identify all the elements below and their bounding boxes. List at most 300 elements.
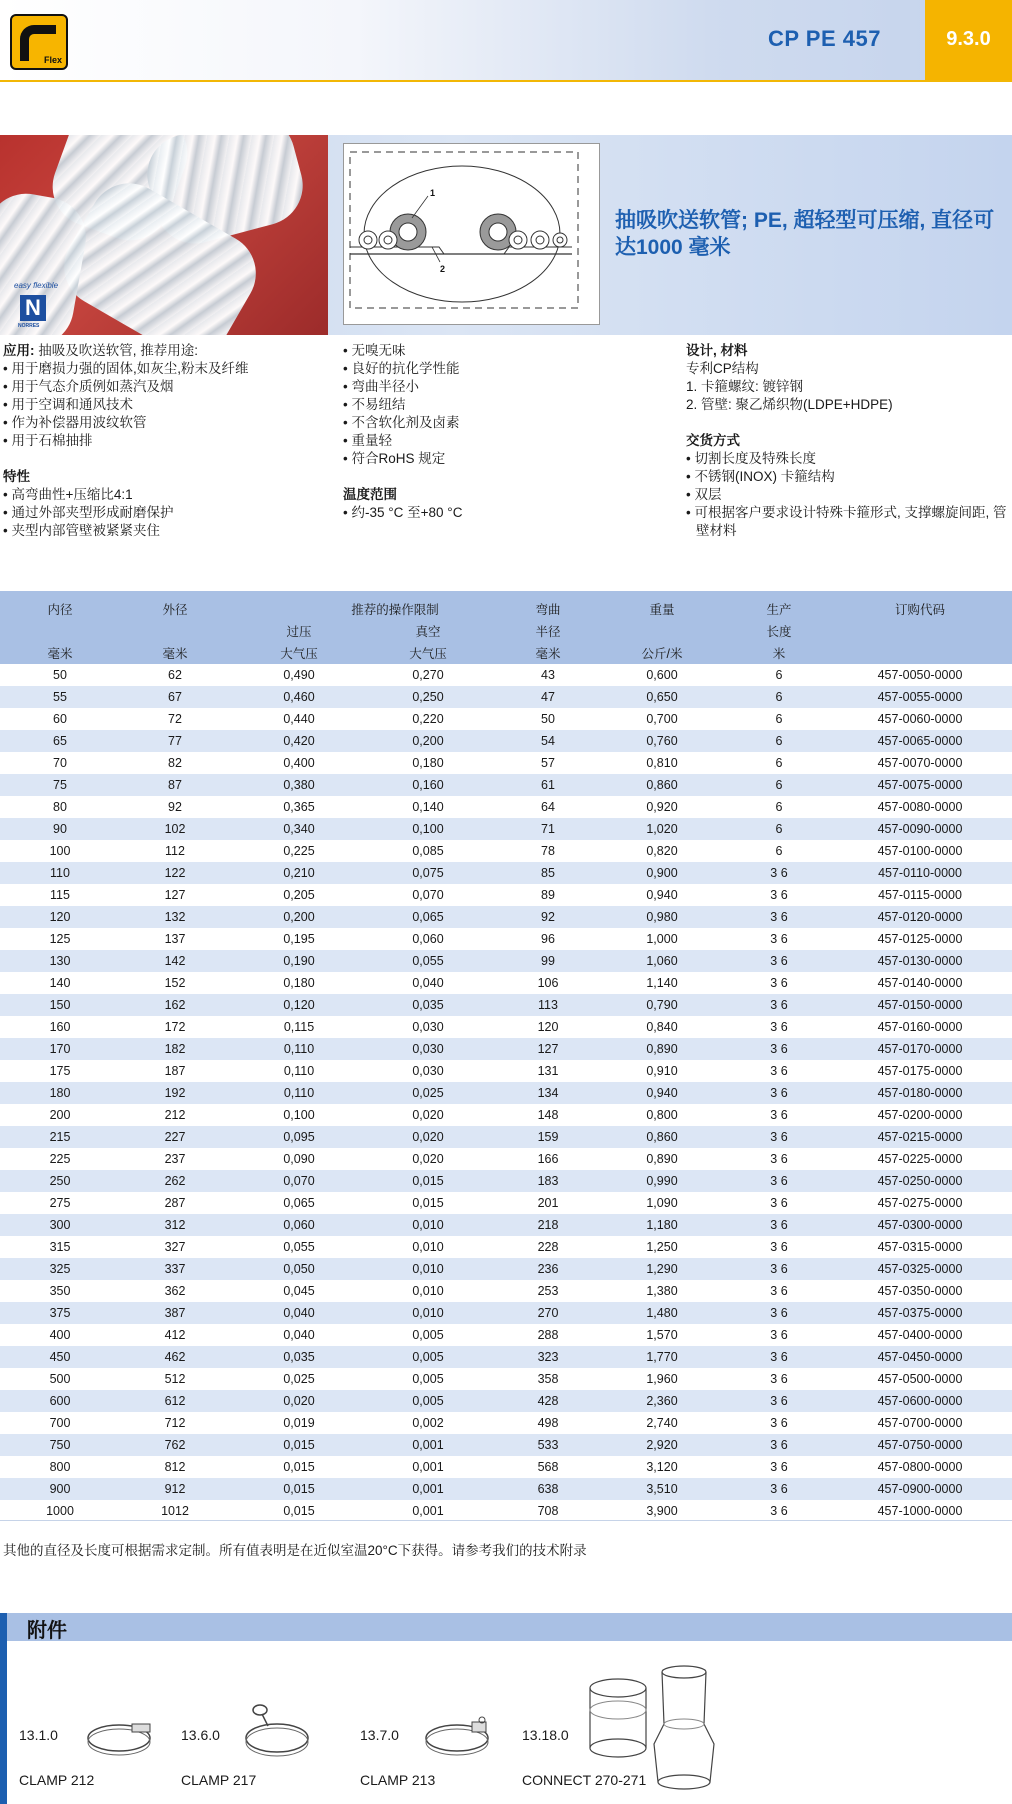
cell-outer-diameter: 62 (168, 668, 182, 682)
cell-inner-diameter: 300 (49, 1218, 71, 1232)
list-item: • 高弯曲性+压缩比4:1 (3, 486, 333, 504)
cell-bend-radius: 120 (537, 1020, 559, 1034)
cell-vacuum: 0,220 (412, 712, 444, 726)
cell-weight: 1,770 (646, 1350, 678, 1364)
cell-bend-radius: 64 (541, 800, 555, 814)
cell-bend-radius: 201 (537, 1196, 559, 1210)
cell-overpressure: 0,040 (283, 1328, 315, 1342)
accessory-code: 13.7.0 (360, 1727, 399, 1743)
accessory-name: CONNECT 270-271 (522, 1772, 647, 1788)
product-title: 抽吸吹送软管; PE, 超轻型可压缩, 直径可达1000 毫米 (615, 209, 995, 259)
features-heading: 特性 (3, 469, 30, 484)
cell-overpressure: 0,050 (283, 1262, 315, 1276)
cell-order-code: 457-0090-0000 (877, 822, 963, 836)
list-item: • 作为补偿器用波纹软管 (3, 414, 333, 432)
brand-tagline: easy flexible (14, 281, 59, 290)
cell-bend-radius: 358 (537, 1372, 559, 1386)
cell-weight: 0,650 (646, 690, 678, 704)
cell-outer-diameter: 262 (164, 1174, 186, 1188)
list-item: • 用于磨损力强的固体,如灰尘,粉末及纤维 (3, 360, 333, 378)
cell-inner-diameter: 315 (49, 1240, 71, 1254)
product-code: CP PE 457 (768, 26, 881, 51)
unit-m: 米 (772, 647, 786, 661)
table-row (0, 1016, 1012, 1038)
cell-vacuum: 0,040 (412, 976, 444, 990)
cell-outer-diameter: 287 (164, 1196, 186, 1210)
cell-order-code: 457-0170-0000 (877, 1042, 963, 1056)
cell-length: 3 6 (770, 1416, 788, 1430)
unit-mm: 毫米 (162, 647, 188, 661)
cell-overpressure: 0,210 (283, 866, 315, 880)
cell-vacuum: 0,005 (412, 1350, 444, 1364)
cell-outer-diameter: 1012 (161, 1504, 189, 1518)
cell-order-code: 457-0140-0000 (877, 976, 963, 990)
header-order-code: 订购代码 (894, 603, 945, 617)
cell-overpressure: 0,110 (283, 1086, 315, 1100)
cell-weight: 3,120 (646, 1460, 678, 1474)
cell-length: 3 6 (770, 888, 788, 902)
cell-order-code: 457-0300-0000 (877, 1218, 963, 1232)
cell-inner-diameter: 1000 (46, 1504, 74, 1518)
cell-length: 6 (775, 734, 783, 748)
unit-mm: 毫米 (47, 647, 73, 661)
table-row (0, 1412, 1012, 1434)
cell-order-code: 457-0215-0000 (877, 1130, 963, 1144)
cell-overpressure: 0,110 (283, 1064, 315, 1078)
temperature-list (343, 504, 663, 522)
header-bend: 弯曲 (535, 603, 561, 617)
cell-outer-diameter: 512 (164, 1372, 186, 1386)
cell-overpressure: 0,040 (283, 1306, 315, 1320)
table-row (0, 708, 1012, 730)
header-vacuum: 真空 (415, 625, 441, 639)
list-item: • 良好的抗化学性能 (343, 360, 663, 378)
cell-weight: 1,570 (646, 1328, 678, 1342)
cell-weight: 1,090 (646, 1196, 678, 1210)
cell-inner-diameter: 600 (49, 1394, 71, 1408)
cell-outer-diameter: 182 (164, 1042, 186, 1056)
cell-overpressure: 0,365 (283, 800, 315, 814)
cell-overpressure: 0,090 (283, 1152, 315, 1166)
cell-outer-diameter: 812 (164, 1460, 186, 1474)
cell-outer-diameter: 72 (168, 712, 182, 726)
cell-order-code: 457-0200-0000 (877, 1108, 963, 1122)
table-row (0, 686, 1012, 708)
cell-bend-radius: 638 (537, 1482, 559, 1496)
cell-order-code: 457-0315-0000 (877, 1240, 963, 1254)
design-line: 1. 卡箍螺纹: 镀锌钢 (686, 379, 804, 394)
header-outer-diameter: 外径 (162, 603, 188, 617)
table-row (0, 1148, 1012, 1170)
table-row (0, 752, 1012, 774)
cell-order-code: 457-0075-0000 (877, 778, 963, 792)
cell-weight: 0,980 (646, 910, 678, 924)
cell-bend-radius: 218 (537, 1218, 559, 1232)
table-row (0, 950, 1012, 972)
list-item: • 用于空调和通风技术 (3, 396, 333, 414)
cell-overpressure: 0,025 (283, 1372, 315, 1386)
table-row (0, 1500, 1012, 1522)
cell-bend-radius: 113 (538, 998, 558, 1012)
cell-inner-diameter: 225 (49, 1152, 71, 1166)
cell-inner-diameter: 175 (49, 1064, 71, 1078)
cell-outer-diameter: 112 (165, 844, 185, 858)
cell-outer-diameter: 462 (164, 1350, 186, 1364)
cell-vacuum: 0,180 (412, 756, 444, 770)
cell-inner-diameter: 50 (53, 668, 67, 682)
accessory-name: CLAMP 217 (181, 1772, 257, 1788)
cell-length: 3 6 (770, 1438, 788, 1452)
cell-bend-radius: 78 (541, 844, 555, 858)
cell-length: 3 6 (770, 1240, 788, 1254)
cell-order-code: 457-0450-0000 (877, 1350, 963, 1364)
cell-weight: 1,380 (646, 1284, 678, 1298)
cell-vacuum: 0,060 (412, 932, 444, 946)
list-item: • 不易纽结 (343, 396, 663, 414)
header-production: 生产 (766, 603, 792, 617)
table-row (0, 774, 1012, 796)
table-row (0, 972, 1012, 994)
cell-weight: 0,860 (646, 778, 678, 792)
cell-inner-diameter: 400 (49, 1328, 71, 1342)
table-row (0, 1038, 1012, 1060)
cell-order-code: 457-0055-0000 (877, 690, 963, 704)
cell-inner-diameter: 60 (53, 712, 67, 726)
cell-outer-diameter: 172 (164, 1020, 186, 1034)
cell-overpressure: 0,205 (283, 888, 315, 902)
cell-length: 3 6 (770, 1064, 788, 1078)
design-column (686, 342, 1008, 540)
cell-inner-diameter: 110 (50, 866, 70, 880)
table-row (0, 1478, 1012, 1500)
cell-vacuum: 0,055 (412, 954, 444, 968)
table-row (0, 1236, 1012, 1258)
cell-overpressure: 0,015 (283, 1504, 315, 1518)
cell-bend-radius: 134 (537, 1086, 559, 1100)
cell-overpressure: 0,120 (283, 998, 315, 1012)
cell-bend-radius: 288 (537, 1328, 559, 1342)
unit-bar: 大气压 (409, 647, 447, 661)
hose-clamp-icon (82, 1712, 156, 1758)
cell-bend-radius: 96 (541, 932, 555, 946)
cell-bend-radius: 148 (537, 1108, 559, 1122)
cell-overpressure: 0,100 (283, 1108, 315, 1122)
cell-weight: 0,800 (646, 1108, 678, 1122)
cell-vacuum: 0,005 (412, 1394, 444, 1408)
cell-weight: 0,700 (646, 712, 678, 726)
cell-length: 3 6 (770, 998, 788, 1012)
design-heading: 设计, 材料 (686, 343, 748, 358)
cell-weight: 0,910 (646, 1064, 678, 1078)
table-row (0, 884, 1012, 906)
cell-inner-diameter: 65 (53, 734, 67, 748)
cell-outer-diameter: 87 (168, 778, 182, 792)
cell-weight: 1,480 (646, 1306, 678, 1320)
cell-outer-diameter: 612 (164, 1394, 186, 1408)
cell-order-code: 457-0325-0000 (877, 1262, 963, 1276)
table-row (0, 862, 1012, 884)
cell-inner-diameter: 75 (53, 778, 67, 792)
cell-vacuum: 0,020 (412, 1130, 444, 1144)
cell-vacuum: 0,010 (412, 1240, 444, 1254)
cell-weight: 0,940 (646, 888, 678, 902)
cell-order-code: 457-0250-0000 (877, 1174, 963, 1188)
hose-clamp-hinged-icon (240, 1700, 314, 1760)
cell-vacuum: 0,100 (412, 822, 444, 836)
cell-bend-radius: 568 (537, 1460, 559, 1474)
cell-outer-diameter: 132 (164, 910, 186, 924)
cell-overpressure: 0,490 (283, 668, 315, 682)
cell-bend-radius: 228 (537, 1240, 559, 1254)
application-column (3, 342, 333, 540)
properties-column (343, 342, 663, 522)
cell-inner-diameter: 70 (53, 756, 67, 770)
cell-inner-diameter: 750 (49, 1438, 71, 1452)
section-badge (925, 0, 1012, 80)
cell-weight: 1,140 (646, 976, 678, 990)
cell-inner-diameter: 215 (49, 1130, 71, 1144)
cell-bend-radius: 61 (541, 778, 555, 792)
cell-order-code: 457-0700-0000 (877, 1416, 963, 1430)
cell-outer-diameter: 92 (168, 800, 182, 814)
cell-outer-diameter: 122 (164, 866, 186, 880)
cell-overpressure: 0,340 (283, 822, 315, 836)
table-row (0, 906, 1012, 928)
cell-order-code: 457-0120-0000 (877, 910, 963, 924)
cell-weight: 1,180 (646, 1218, 678, 1232)
cell-length: 3 6 (770, 1372, 788, 1386)
cell-inner-diameter: 160 (49, 1020, 71, 1034)
cell-inner-diameter: 130 (49, 954, 71, 968)
cell-order-code: 457-0065-0000 (877, 734, 963, 748)
cell-bend-radius: 533 (537, 1438, 559, 1452)
cell-bend-radius: 47 (541, 690, 555, 704)
cell-length: 6 (775, 668, 783, 682)
features-list (3, 486, 333, 540)
table-bottom-rule (0, 1520, 1012, 1521)
cell-length: 3 6 (770, 1350, 788, 1364)
cell-bend-radius: 166 (537, 1152, 559, 1166)
cell-outer-diameter: 387 (164, 1306, 186, 1320)
cell-inner-diameter: 800 (49, 1460, 71, 1474)
cell-overpressure: 0,060 (283, 1218, 315, 1232)
cell-outer-diameter: 102 (164, 822, 186, 836)
cell-bend-radius: 54 (541, 734, 555, 748)
cell-bend-radius: 183 (537, 1174, 559, 1188)
cell-length: 3 6 (770, 1196, 788, 1210)
table-header (0, 591, 1012, 664)
list-item: • 双层 (686, 486, 1008, 504)
cell-bend-radius: 708 (537, 1504, 559, 1518)
cell-weight: 0,920 (646, 800, 678, 814)
table-row (0, 1434, 1012, 1456)
brand-name: NORRES (18, 323, 40, 329)
cell-bend-radius: 498 (537, 1416, 559, 1430)
design-line: 专利CP结构 (686, 361, 759, 376)
table-row (0, 1302, 1012, 1324)
cell-order-code: 457-0350-0000 (877, 1284, 963, 1298)
cell-weight: 0,600 (646, 668, 678, 682)
table-row (0, 1082, 1012, 1104)
diagram-label-2: 2 (440, 264, 446, 274)
cell-overpressure: 0,015 (283, 1482, 315, 1496)
table-row (0, 1126, 1012, 1148)
cell-order-code: 457-0110-0000 (878, 866, 962, 880)
cell-weight: 1,250 (646, 1240, 678, 1254)
table-row (0, 1258, 1012, 1280)
cell-length: 3 6 (770, 1284, 788, 1298)
cell-outer-diameter: 67 (168, 690, 182, 704)
cell-order-code: 457-0060-0000 (877, 712, 963, 726)
cell-length: 3 6 (770, 1394, 788, 1408)
cell-outer-diameter: 192 (164, 1086, 186, 1100)
cell-bend-radius: 89 (541, 888, 555, 902)
cell-outer-diameter: 212 (164, 1108, 186, 1122)
header-inner-diameter: 内径 (47, 603, 73, 617)
cell-length: 6 (775, 822, 783, 836)
cell-length: 3 6 (770, 1218, 788, 1232)
list-item: • 夹型内部管壁被紧紧夹住 (3, 522, 333, 540)
cell-overpressure: 0,440 (283, 712, 315, 726)
delivery-list (686, 450, 1008, 540)
cell-inner-diameter: 900 (49, 1482, 71, 1496)
cell-weight: 1,060 (646, 954, 678, 968)
cell-bend-radius: 131 (537, 1064, 559, 1078)
cell-order-code: 457-0115-0000 (878, 888, 962, 902)
cell-order-code: 457-0800-0000 (877, 1460, 963, 1474)
cell-weight: 0,810 (646, 756, 678, 770)
cell-vacuum: 0,020 (412, 1152, 444, 1166)
cell-inner-diameter: 200 (49, 1108, 71, 1122)
cell-bend-radius: 106 (537, 976, 559, 990)
cell-vacuum: 0,010 (412, 1284, 444, 1298)
cell-overpressure: 0,180 (283, 976, 315, 990)
cell-order-code: 457-0125-0000 (877, 932, 963, 946)
table-row (0, 1390, 1012, 1412)
table-row (0, 994, 1012, 1016)
list-item: • 用于石棉抽排 (3, 432, 333, 450)
cell-vacuum: 0,005 (412, 1328, 444, 1342)
cell-overpressure: 0,460 (283, 690, 315, 704)
cell-length: 3 6 (770, 1306, 788, 1320)
cell-inner-diameter: 80 (53, 800, 67, 814)
cell-order-code: 457-0500-0000 (877, 1372, 963, 1386)
cell-length: 3 6 (770, 866, 788, 880)
cell-inner-diameter: 120 (49, 910, 71, 924)
cell-inner-diameter: 55 (53, 690, 67, 704)
cell-order-code: 457-0150-0000 (877, 998, 963, 1012)
accessory-code: 13.1.0 (19, 1727, 58, 1743)
cell-weight: 1,290 (646, 1262, 678, 1276)
cell-length: 3 6 (770, 1174, 788, 1188)
cell-vacuum: 0,010 (412, 1262, 444, 1276)
cell-vacuum: 0,002 (412, 1416, 444, 1430)
cell-bend-radius: 71 (541, 822, 555, 836)
cell-overpressure: 0,400 (283, 756, 315, 770)
header-overpressure: 过压 (286, 625, 312, 639)
table-row (0, 1368, 1012, 1390)
cell-order-code: 457-0080-0000 (877, 800, 963, 814)
cell-length: 6 (775, 756, 783, 770)
cell-weight: 3,900 (646, 1504, 678, 1518)
cell-length: 3 6 (770, 954, 788, 968)
hose-clamp-lever-icon (420, 1712, 494, 1758)
cell-overpressure: 0,110 (283, 1042, 315, 1056)
cell-length: 6 (775, 800, 783, 814)
cell-vacuum: 0,001 (412, 1460, 444, 1474)
unit-kg-per-m: 公斤/米 (641, 647, 683, 661)
table-row (0, 928, 1012, 950)
cell-overpressure: 0,190 (283, 954, 315, 968)
cell-vacuum: 0,005 (412, 1372, 444, 1386)
application-list (3, 360, 333, 450)
cell-length: 6 (775, 778, 783, 792)
list-item: • 可根据客户要求设计特殊卡箍形式, 支撑螺旋间距, 管壁材料 (686, 504, 1008, 540)
cell-inner-diameter: 115 (50, 888, 70, 902)
cell-length: 3 6 (770, 1042, 788, 1056)
cell-overpressure: 0,020 (283, 1394, 315, 1408)
table-row (0, 1214, 1012, 1236)
cell-vacuum: 0,075 (412, 866, 444, 880)
table-row (0, 1346, 1012, 1368)
unit-mm: 毫米 (535, 647, 561, 661)
cell-overpressure: 0,225 (283, 844, 315, 858)
cell-bend-radius: 43 (541, 668, 555, 682)
unit-bar: 大气压 (280, 647, 318, 661)
cell-length: 3 6 (770, 1108, 788, 1122)
cell-vacuum: 0,030 (412, 1042, 444, 1056)
cell-vacuum: 0,200 (412, 734, 444, 748)
cell-order-code: 457-0600-0000 (877, 1394, 963, 1408)
cell-outer-diameter: 237 (164, 1152, 186, 1166)
cell-bend-radius: 323 (537, 1350, 559, 1364)
cell-inner-diameter: 325 (49, 1262, 71, 1276)
header-weight: 重量 (649, 603, 675, 617)
cell-inner-diameter: 140 (49, 976, 71, 990)
accessory-name: CLAMP 212 (19, 1772, 95, 1788)
list-item: • 不锈钢(INOX) 卡箍结构 (686, 468, 1008, 486)
cell-weight: 0,890 (646, 1042, 678, 1056)
cell-length: 6 (775, 844, 783, 858)
header-divider (0, 80, 1012, 82)
cell-inner-diameter: 170 (49, 1042, 71, 1056)
list-item: • 无嗅无味 (343, 342, 663, 360)
cell-overpressure: 0,015 (283, 1460, 315, 1474)
cell-length: 3 6 (770, 1328, 788, 1342)
table-row (0, 1456, 1012, 1478)
cell-length: 3 6 (770, 1482, 788, 1496)
cell-order-code: 457-0070-0000 (877, 756, 963, 770)
header-length: 长度 (766, 625, 792, 639)
cell-overpressure: 0,420 (283, 734, 315, 748)
cell-outer-diameter: 912 (164, 1482, 186, 1496)
cell-overpressure: 0,380 (283, 778, 315, 792)
cell-overpressure: 0,045 (283, 1284, 315, 1298)
cell-bend-radius: 50 (541, 712, 555, 726)
hose-product-photo (0, 135, 328, 335)
cell-weight: 1,000 (646, 932, 678, 946)
cell-weight: 2,360 (646, 1394, 678, 1408)
accessories-header-bar (0, 1613, 1012, 1641)
cell-overpressure: 0,019 (283, 1416, 315, 1430)
temperature-heading: 温度范围 (343, 487, 397, 502)
cell-vacuum: 0,001 (412, 1482, 444, 1496)
cell-order-code: 457-0750-0000 (877, 1438, 963, 1452)
cell-vacuum: 0,015 (412, 1174, 444, 1188)
cell-bend-radius: 99 (541, 954, 555, 968)
cell-vacuum: 0,030 (412, 1064, 444, 1078)
accessories-side-stripe (0, 1613, 7, 1804)
